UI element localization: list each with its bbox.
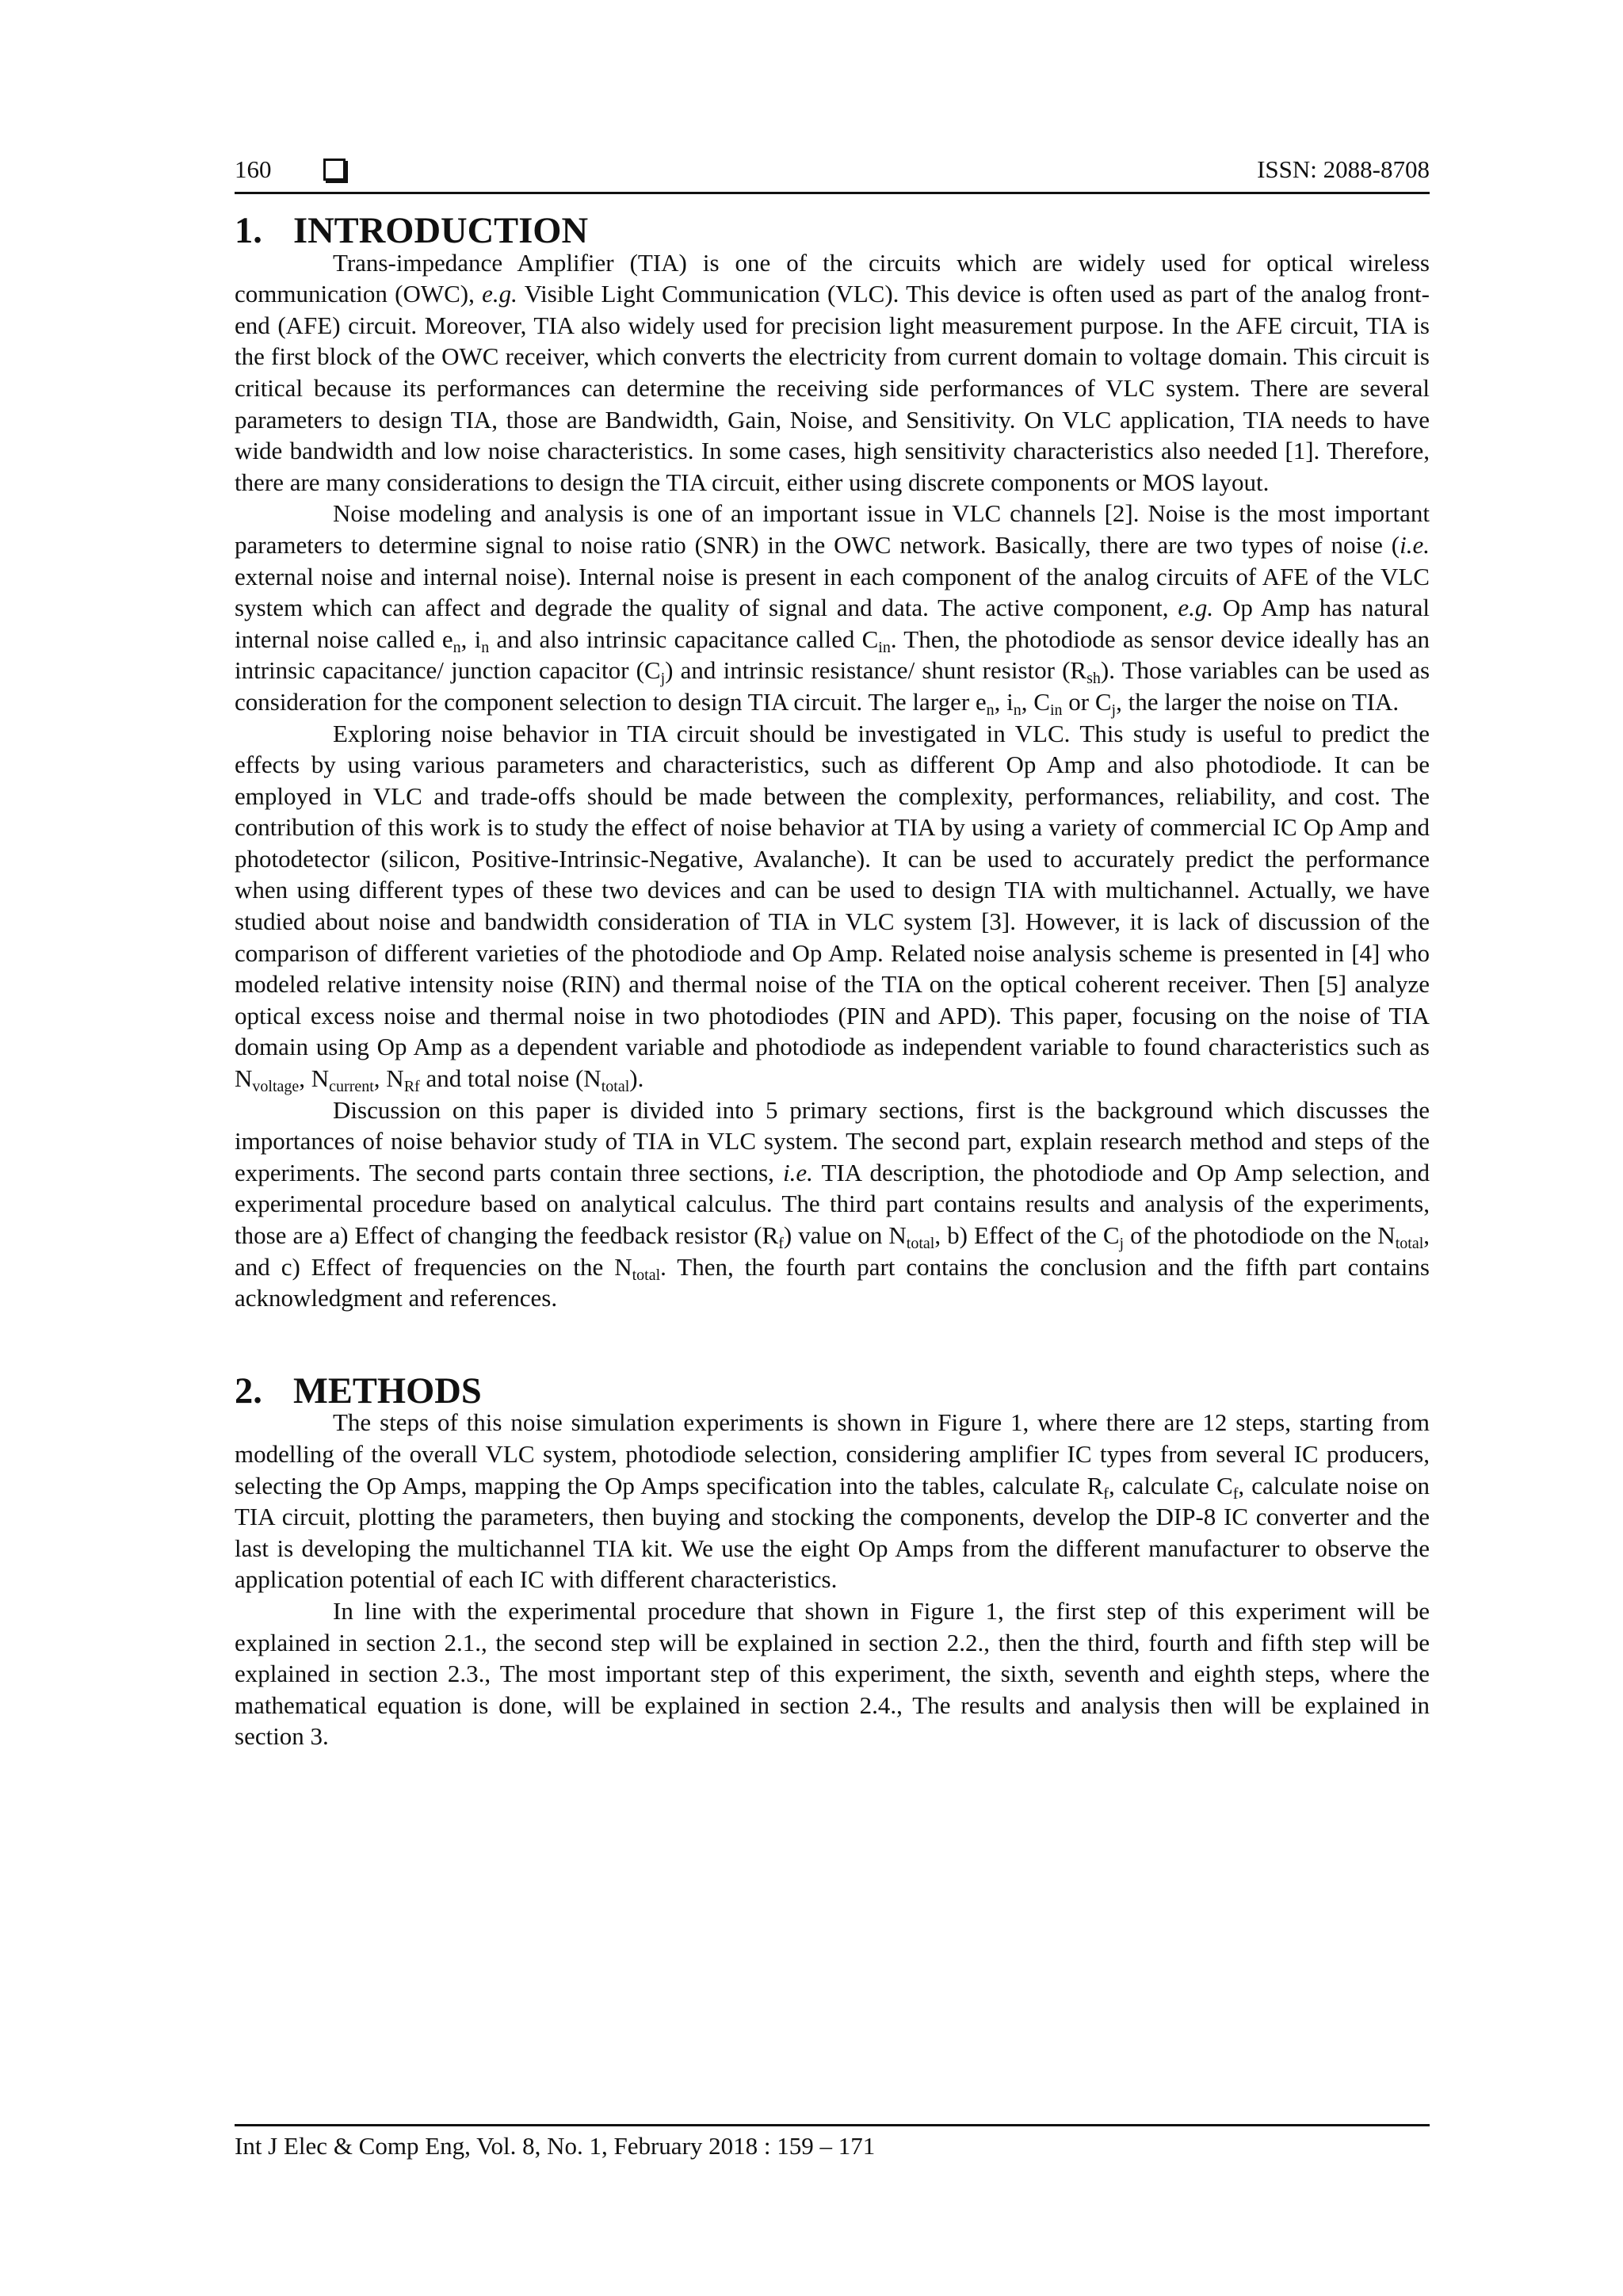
section-title: METHODS xyxy=(293,1370,482,1412)
section-title: INTRODUCTION xyxy=(293,211,589,251)
footer-rule xyxy=(235,2124,1430,2126)
section-number: 1. xyxy=(235,211,262,251)
paragraph: Exploring noise behavior in TIA circuit should be investigated in VLC. This study is useful to predict the effects by using various parameters and characteristics, such as different Op Amp and also photodiode. It can be employed in VLC and trade-offs should be made between the complexity, performances, reliability, and cost. The contribution of this work is to study the effect of noise behavior at TIA by using a variety of commercial IC Op Amp and photodetector (silicon, Positive-Intrinsic-Negative, Avalanche). It can be used to accurately predict the performance when using different types of these two devices and can be used to design TIA with multichannel. Actually, we have studied about noise and bandwidth consideration of TIA in VLC system [3]. However, it is lack of discussion of the comparison of different varieties of the photodiode and Op Amp. Related noise analysis scheme is presented in [4] who modeled relative intensity noise (RIN) and thermal noise of the TIA on the optical coherent receiver. Then [5] analyze optical excess noise and thermal noise in two photodiodes (PIN and APD). This paper, focusing on the noise of TIA domain using Op Amp as a dependent variable and photodiode as independent variable to found characteristics such as $N_{voltage}$, $N_{current}$, $N_{Rf}$ and total noise $(N_{total})$. xyxy=(235,719,1430,1096)
page-header xyxy=(235,151,1430,190)
checkbox-icon xyxy=(323,159,346,181)
paragraph: The steps of this noise simulation experiments is shown in Figure 1, where there are 12 steps, starting from modelling of the overall VLC system, photodiode selection, considering amplifier IC types from several IC producers, selecting the Op Amps, mapping the Op Amps specification into the tables, calculate $R_f$, calculate $C_f$, calculate noise on TIA circuit, plotting the parameters, then buying and stocking the components, develop the DIP-8 IC converter and the last is developing the multichannel TIA kit. We use the eight Op Amps from the different manufacturer to observe the application potential of each IC with different characteristics. xyxy=(235,1408,1430,1594)
section-heading-methods xyxy=(235,1370,1430,1412)
footer-citation: Int J Elec & Comp Eng, Vol. 8, No. 1, February 2018 : 159 – 171 xyxy=(235,2132,876,2160)
section-gap xyxy=(235,1314,1430,1376)
section-number: 2. xyxy=(235,1370,262,1412)
paragraph: In line with the experimental procedure that shown in Figure 1, the first step of this experiment will be explained in section 2.1., the second step will be explained in section 2.2., then the third, fourth and fifth step will be explained in section 2.3., The most important step of this experiment, the sixth, seventh and eighth steps, where the mathematical equation is done, will be explained in section 2.4., The results and analysis then will be explained in section 3. xyxy=(235,1596,1430,1751)
article-body xyxy=(235,211,1430,1752)
paragraph: Discussion on this paper is divided into 5 primary sections, first is the background which discusses the importances of noise behavior study of TIA in VLC system. The second part, explain research method and steps of the experiments. The second parts contain three sections, i.e. TIA description, the photodiode and Op Amp selection, and experimental procedure based on analytical calculus. The third part contains results and analysis of the experiments, those are a) Effect of changing the feedback resistor $(R_f)$ value on $N_{total}$, b) Effect of the $C_j$ of the photodiode on the $N_{total}$, and c) Effect of frequencies on the $N_{total}$. Then, the fourth part contains the conclusion and the fifth part contains acknowledgment and references. xyxy=(235,1095,1430,1312)
paragraph: Trans-impedance Amplifier (TIA) is one of the circuits which are widely used for optical wireless communication (OWC), e.g. Visible Light Communication (VLC). This device is often used as part of the analog front-end (AFE) circuit. Moreover, TIA also widely used for precision light measurement purpose. In the AFE circuit, TIA is the first block of the OWC receiver, which converts the electricity from current domain to voltage domain. This circuit is critical because its performances can determine the receiving side performances of VLC system. There are several parameters to design TIA, those are Bandwidth, Gain, Noise, and Sensitivity. On VLC application, TIA needs to have wide bandwidth and low noise characteristics. In some cases, high sensitivity characteristics also needed [1]. Therefore, there are many considerations to design the TIA circuit, either using discrete components or MOS layout. xyxy=(235,248,1430,496)
paragraph: Noise modeling and analysis is one of an important issue in VLC channels [2]. Noise is the most important parameters to determine signal to noise ratio (SNR) in the OWC network. Basically, there are two types of noise (i.e. external noise and internal noise). Internal noise is present in each component of the analog circuits of AFE of the VLC system which can affect and degrade the quality of signal and data. The active component, e.g. Op Amp has natural internal noise called $e_n$, $i_n$ and also intrinsic capacitance called $C_{in}$. Then, the photodiode as sensor device ideally has an intrinsic capacitance/ junction capacitor $(C_j)$ and intrinsic resistance/ shunt resistor $(R_{sh})$. Those variables can be used as consideration for the component selection to design TIA circuit. The larger $e_n$, $i_n$, $C_{in}$ or $C_j$, the larger the noise on TIA. xyxy=(235,499,1430,719)
section-heading-introduction xyxy=(235,211,1430,251)
page-number: 160 xyxy=(235,155,272,183)
header-rule xyxy=(235,192,1430,194)
issn-label: ISSN: 2088-8708 xyxy=(1257,155,1430,183)
